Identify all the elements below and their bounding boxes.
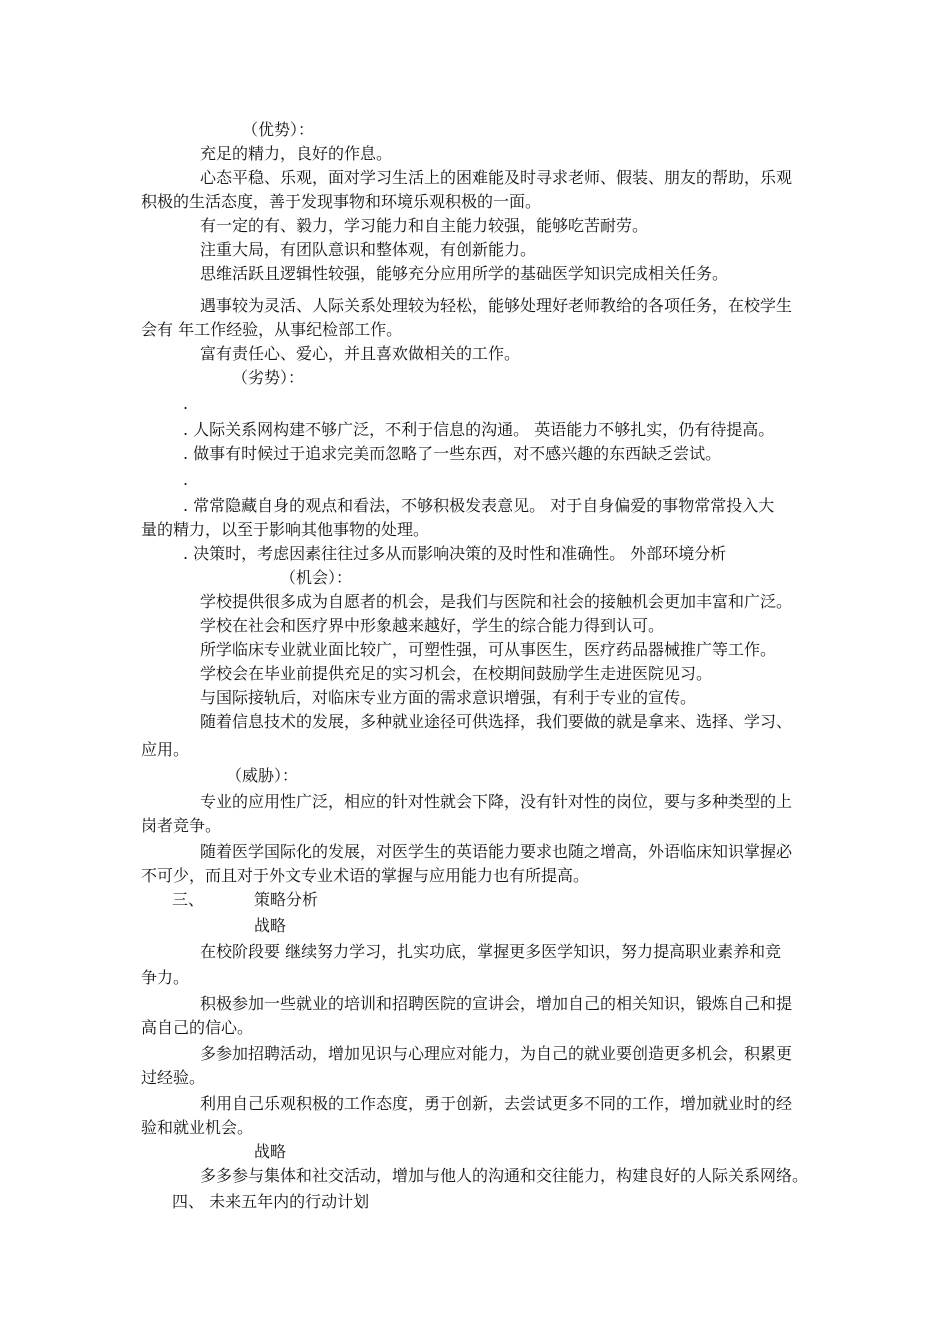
text-line: 遇事较为灵活、人际关系处理较为轻松，能够处理好老师教给的各项任务，在校学生 <box>200 296 793 315</box>
text-line: 岗者竞争。 <box>141 816 222 835</box>
text-line: 量的精力，以至于影响其他事物的处理。 <box>141 520 430 539</box>
text-line: 在校阶段要 继续努力学习，扎实功底，掌握更多医学知识，努力提高职业素养和竞 <box>200 942 782 961</box>
bullet-line: . 决策时，考虑因素往往过多从而影响决策的及时性和准确性。 外部环境分析 <box>183 544 727 563</box>
threats-heading: （威胁）： <box>226 766 299 785</box>
text-line: 验和就业机会。 <box>141 1118 254 1137</box>
bullet-line: . <box>183 470 189 489</box>
bullet-line: . 人际关系网构建不够广泛，不利于信息的沟通。 英语能力不够扎实，仍有待提高。 <box>183 420 775 439</box>
weaknesses-heading: （劣势）： <box>232 368 305 387</box>
text-line: 争力。 <box>141 968 190 987</box>
bullet-line: . 做事有时候过于追求完美而忽略了一些东西，对不感兴趣的东西缺乏尝试。 <box>183 444 722 463</box>
strengths-heading: （优势）： <box>242 120 315 139</box>
text-line: 随着医学国际化的发展，对医学生的英语能力要求也随之增高，外语临床知识掌握必 <box>200 842 793 861</box>
subheading: 战略 <box>254 916 287 935</box>
text-line: 多参加招聘活动，增加见识与心理应对能力，为自己的就业要创造更多机会，积累更 <box>200 1044 793 1063</box>
text-line: 与国际接轨后，对临床专业方面的需求意识增强，有利于专业的宣传。 <box>200 688 697 707</box>
text-line: 高自己的信心。 <box>141 1018 254 1037</box>
text-line: 多多参与集体和社交活动，增加与他人的沟通和交往能力，构建良好的人际关系网络。 <box>200 1166 809 1185</box>
text-line: 思维活跃且逻辑性较强，能够充分应用所学的基础医学知识完成相关任务。 <box>200 264 729 283</box>
text-line: 利用自己乐观积极的工作态度，勇于创新，去尝试更多不同的工作，增加就业时的经 <box>200 1094 793 1113</box>
text-line: 积极参加一些就业的培训和招聘医院的宣讲会，增加自己的相关知识，锻炼自己和提 <box>200 994 793 1013</box>
section-heading: 四、 未来五年内的行动计划 <box>172 1192 370 1211</box>
text-line: 不可少，而且对于外文专业术语的掌握与应用能力也有所提高。 <box>141 866 590 885</box>
subheading: 战略 <box>254 1142 287 1161</box>
text-line: 学校在社会和医疗界中形象越来越好，学生的综合能力得到认可。 <box>200 616 665 635</box>
text-line: 会有 年工作经验，从事纪检部工作。 <box>141 320 403 339</box>
bullet-line: . 常常隐藏自身的观点和看法，不够积极发表意见。 对于自身偏爱的事物常常投入大 <box>183 496 775 515</box>
opportunities-heading: （机会）： <box>280 568 353 587</box>
text-line: 应用。 <box>141 740 190 759</box>
bullet-line: . <box>183 394 189 413</box>
text-line: 富有责任心、爱心，并且喜欢做相关的工作。 <box>200 344 521 363</box>
text-line: 随着信息技术的发展，多种就业途径可供选择，我们要做的就是拿来、选择、学习、 <box>200 712 793 731</box>
text-line: 学校提供很多成为自愿者的机会，是我们与医院和社会的接触机会更加丰富和广泛。 <box>200 592 793 611</box>
text-line: 注重大局，有团队意识和整体观，有创新能力。 <box>200 240 537 259</box>
section-number: 三、 <box>172 890 205 909</box>
text-line: 学校会在毕业前提供充足的实习机会，在校期间鼓励学生走进医院见习。 <box>200 664 713 683</box>
text-line: 心态平稳、乐观，面对学习生活上的困难能及时寻求老师、假装、朋友的帮助，乐观 <box>200 168 793 187</box>
text-line: 专业的应用性广泛，相应的针对性就会下降，没有针对性的岗位，要与多种类型的上 <box>200 792 793 811</box>
text-line: 积极的生活态度，善于发现事物和环境乐观积极的一面。 <box>141 192 542 211</box>
text-line: 充足的精力，良好的作息。 <box>200 144 393 163</box>
text-line: 有一定的有、毅力，学习能力和自主能力较强，能够吃苦耐劳。 <box>200 216 649 235</box>
text-line: 所学临床专业就业面比较广，可塑性强，可从事医生，医疗药品器械推广等工作。 <box>200 640 777 659</box>
text-line: 过经验。 <box>141 1068 206 1087</box>
section-title: 策略分析 <box>254 890 319 909</box>
